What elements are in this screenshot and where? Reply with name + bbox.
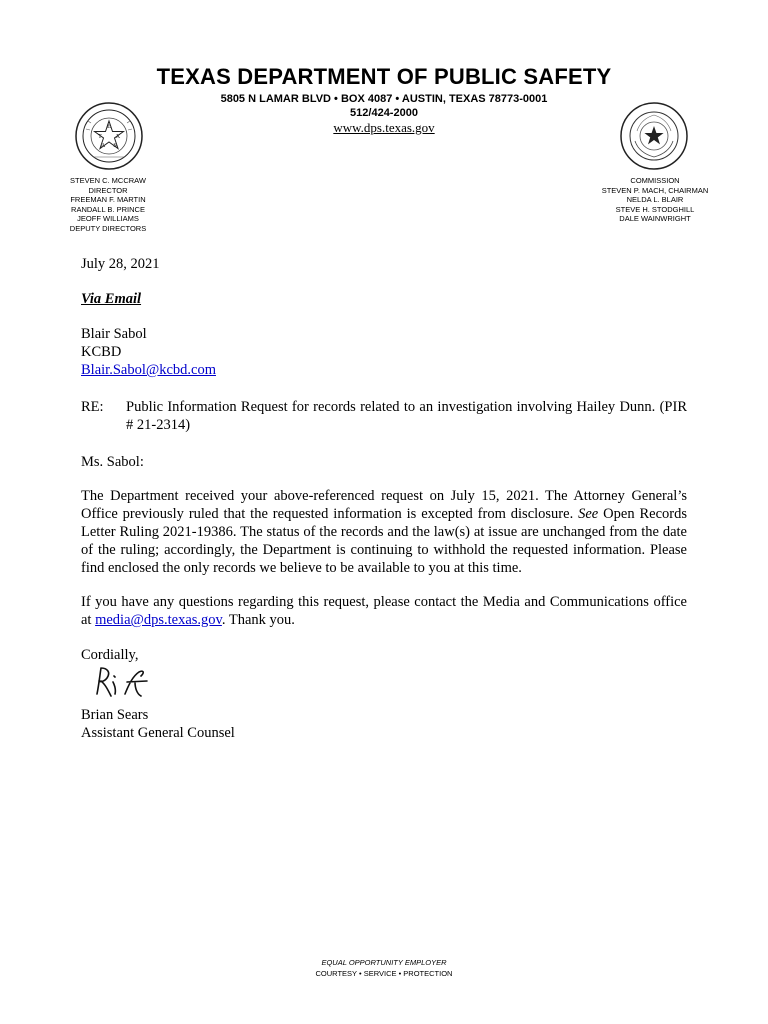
- state-of-texas-seal-icon: [619, 101, 689, 171]
- footer-motto: COURTESY • SERVICE • PROTECTION: [315, 969, 453, 978]
- svg-text:T: T: [98, 134, 102, 140]
- re-label: RE:: [81, 399, 104, 415]
- commission-title: COMMISSION: [630, 176, 680, 185]
- commissioner-name: STEVE H. STODGHILL: [615, 204, 695, 214]
- paragraph-text: Open Records Letter Ruling 2021-19386. The status of the records and the law(s) at issue are unchanged from the date of the ruling; accordingly, the Department is continuing to withhold the requested information. Please find enclosed the only records we believe to be available to you at this time.: [81, 506, 688, 576]
- agency-phone: 512/424-2000: [350, 107, 418, 119]
- paragraph-text: The Department received your above-referenced request on July 15, 2021. The Attorney General’s Office previously ruled that the requested information is excepted from disclosure.: [81, 488, 687, 522]
- signer-block: [81, 706, 687, 742]
- deputy-name: FREEMAN F. MARTIN: [70, 195, 146, 205]
- director-title: DIRECTOR: [88, 185, 128, 195]
- body-paragraph-2: [81, 593, 687, 629]
- commissioner-name: STEVEN P. MACH, CHAIRMAN: [601, 185, 709, 195]
- media-email-link[interactable]: media@dps.texas.gov: [95, 612, 222, 628]
- recipient-org: KCBD: [81, 344, 122, 360]
- recipient-name: Blair Sabol: [81, 326, 147, 342]
- svg-text:X: X: [115, 134, 121, 140]
- see-citation: See: [578, 506, 599, 522]
- footer-eoe: EQUAL OPPORTUNITY EMPLOYER: [321, 958, 447, 967]
- agency-address: 5805 N LAMAR BLVD • BOX 4087 • AUSTIN, TEXAS 78773-0001: [220, 93, 548, 105]
- svg-text:S: S: [113, 143, 117, 149]
- commissioner-name: NELDA L. BLAIR: [626, 195, 684, 205]
- agency-title: TEXAS DEPARTMENT OF PUBLIC SAFETY: [156, 64, 612, 89]
- deputy-name: JEOFF WILLIAMS: [77, 214, 139, 224]
- director-name: STEVEN C. MCCRAW: [70, 176, 146, 185]
- paragraph-text: . Thank you.: [221, 612, 295, 628]
- deputy-name: RANDALL B. PRINCE: [71, 204, 145, 214]
- svg-text:E: E: [107, 124, 111, 130]
- dps-seal-icon: [74, 101, 144, 171]
- salutation: Ms. Sabol:: [81, 454, 144, 470]
- letter-date: July 28, 2021: [81, 256, 160, 272]
- delivery-method: Via Email: [81, 291, 142, 307]
- re-subject: Public Information Request for records related to an investigation involving Hailey Dunn. (PIR # 21-2314): [126, 399, 687, 433]
- paragraph-text: If you have any questions regarding this request, please contact the Media and Communications office at: [81, 594, 687, 628]
- recipient-email-link[interactable]: Blair.Sabol@kcbd.com: [81, 362, 216, 378]
- recipient-block: [81, 325, 687, 379]
- deputy-title: DEPUTY DIRECTORS: [69, 223, 147, 233]
- commissioner-name: DALE WAINWRIGHT: [619, 214, 691, 224]
- signer-title: Assistant General Counsel: [81, 725, 235, 741]
- director-list: [48, 176, 168, 234]
- svg-text:A: A: [100, 143, 106, 149]
- commission-list: [590, 176, 720, 224]
- agency-website-link[interactable]: www.dps.texas.gov: [333, 120, 435, 135]
- signer-name: Brian Sears: [81, 707, 149, 723]
- signature-icon: [91, 664, 161, 702]
- body-paragraph-1: [81, 487, 687, 577]
- closing: Cordially,: [81, 647, 139, 663]
